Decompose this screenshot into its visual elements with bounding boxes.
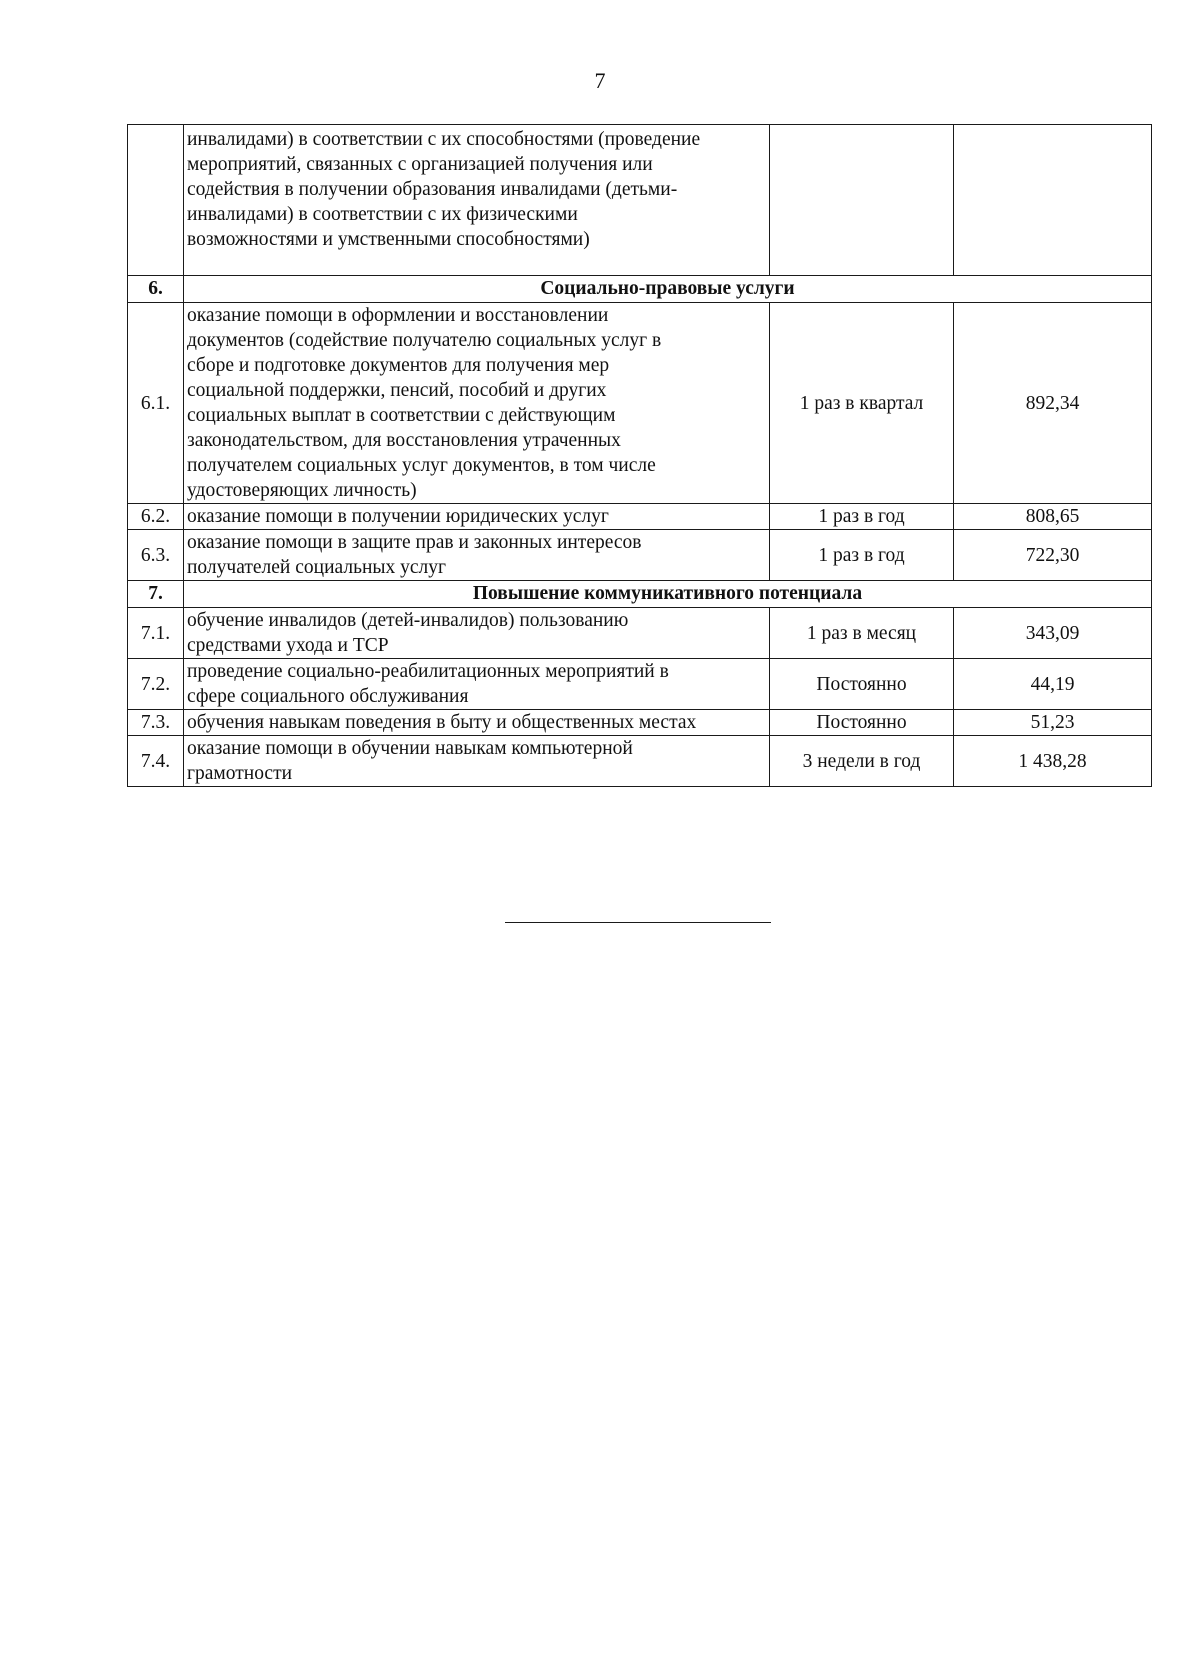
cell-frequency: Постоянно — [770, 659, 954, 710]
table-row — [128, 303, 1152, 504]
section-header-row — [128, 581, 1152, 608]
cell-number: 6.3. — [128, 530, 184, 581]
cell-number — [128, 125, 184, 276]
section-title: Повышение коммуникативного потенциала — [184, 581, 1152, 608]
description-line: оказание помощи в оформлении и восстановлении — [187, 305, 609, 326]
section-title: Социально-правовые услуги — [184, 276, 1152, 303]
section-number: 7. — [128, 581, 184, 608]
cell-frequency: 1 раз в месяц — [770, 608, 954, 659]
cell-frequency — [770, 125, 954, 276]
description-line: сфере социального обслуживания — [187, 686, 469, 707]
cell-price: 722,30 — [954, 530, 1152, 581]
cell-number: 7.4. — [128, 736, 184, 787]
description-line: обучения навыкам поведения в быту и общественных местах — [187, 712, 697, 733]
separator-line — [505, 922, 771, 923]
description-line: социальной поддержки, пенсий, пособий и других — [187, 380, 607, 401]
description-line: оказание помощи в обучении навыкам компьютерной — [187, 738, 633, 759]
cell-frequency: 1 раз в год — [770, 504, 954, 530]
cell-description — [184, 608, 770, 659]
cell-price: 808,65 — [954, 504, 1152, 530]
section-header-row — [128, 276, 1152, 303]
table-row-continuation — [128, 125, 1152, 276]
table-row — [128, 659, 1152, 710]
cell-description — [184, 303, 770, 504]
cell-number: 6.1. — [128, 303, 184, 504]
cell-number: 7.3. — [128, 710, 184, 736]
description-line: удостоверяющих личность) — [187, 480, 417, 501]
description-line: социальных выплат в соответствии с действующим — [187, 405, 616, 426]
cell-description — [184, 710, 770, 736]
cell-frequency: 3 недели в год — [770, 736, 954, 787]
cell-description — [184, 659, 770, 710]
table-row — [128, 504, 1152, 530]
cell-number: 6.2. — [128, 504, 184, 530]
description-line: оказание помощи в получении юридических услуг — [187, 506, 609, 527]
cell-description — [184, 125, 770, 276]
section-number: 6. — [128, 276, 184, 303]
cell-frequency: 1 раз в год — [770, 530, 954, 581]
description-line: инвалидами) в соответствии с их способностями (проведение — [187, 129, 701, 150]
table-row — [128, 710, 1152, 736]
cell-number: 7.2. — [128, 659, 184, 710]
description-line: средствами ухода и ТСР — [187, 635, 389, 656]
cell-number: 7.1. — [128, 608, 184, 659]
description-line: содействия в получении образования инвалидами (детьми- — [187, 179, 678, 200]
cell-description — [184, 530, 770, 581]
cell-price: 51,23 — [954, 710, 1152, 736]
description-line: возможностями и умственными способностями) — [187, 229, 590, 250]
cell-description — [184, 736, 770, 787]
cell-price: 44,19 — [954, 659, 1152, 710]
services-table — [127, 124, 1152, 787]
description-line: оказание помощи в защите прав и законных интересов — [187, 532, 642, 553]
description-line: мероприятий, связанных с организацией получения или — [187, 154, 653, 175]
cell-price: 892,34 — [954, 303, 1152, 504]
description-line: получателей социальных услуг — [187, 557, 447, 578]
table-row — [128, 530, 1152, 581]
cell-price: 343,09 — [954, 608, 1152, 659]
description-line: инвалидами) в соответствии с их физическими — [187, 204, 578, 225]
cell-price: 1 438,28 — [954, 736, 1152, 787]
table-row — [128, 608, 1152, 659]
table-row — [128, 736, 1152, 787]
cell-frequency: Постоянно — [770, 710, 954, 736]
cell-description — [184, 504, 770, 530]
description-line: проведение социально-реабилитационных мероприятий в — [187, 661, 669, 682]
cell-price — [954, 125, 1152, 276]
description-line: получателем социальных услуг документов, в том числе — [187, 455, 656, 476]
description-line: законодательством, для восстановления утраченных — [187, 430, 621, 451]
description-line: документов (содействие получателю социальных услуг в — [187, 330, 662, 351]
description-line: обучение инвалидов (детей-инвалидов) пользованию — [187, 610, 629, 631]
cell-frequency: 1 раз в квартал — [770, 303, 954, 504]
description-line: грамотности — [187, 763, 293, 784]
description-line: сборе и подготовке документов для получения мер — [187, 355, 610, 376]
page-number: 7 — [594, 68, 606, 93]
services-table-body — [128, 125, 1152, 787]
